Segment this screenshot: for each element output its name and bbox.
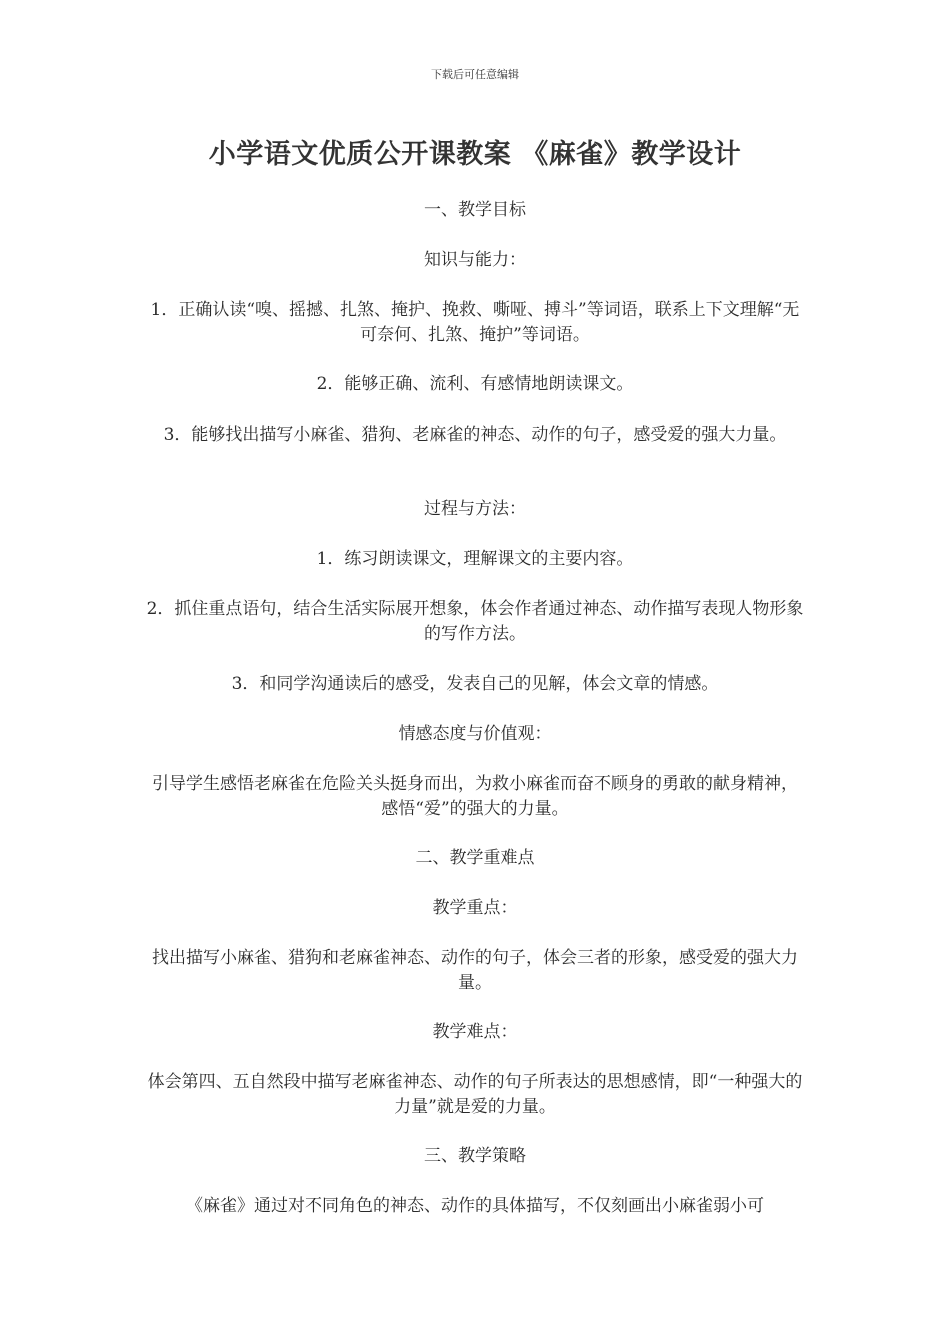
paragraph-knowledge-1: 1．正确认读“嗅、摇撼、扎煞、掩护、挽救、嘶哑、搏斗”等词语，联系上下文理解“无可奈何、扎煞、掩护”等词语。 xyxy=(150,300,800,345)
subheading-key-points: 教学重点： xyxy=(432,898,518,918)
paragraph-knowledge-2: 2．能够正确、流利、有感情地朗读课文。 xyxy=(316,374,634,394)
paragraph-process-3: 3．和同学沟通读后的感受，发表自己的见解，体会文章的情感。 xyxy=(231,674,719,694)
subheading-difficult-points: 教学难点： xyxy=(432,1022,518,1042)
section-heading-key-difficult: 二、教学重难点 xyxy=(415,848,535,868)
paragraph-process-1: 1．练习朗读课文，理解课文的主要内容。 xyxy=(316,549,634,569)
paragraph-emotion: 引导学生感悟老麻雀在危险关头挺身而出，为救小麻雀而奋不顾身的勇敢的献身精神，感悟“爱”的强大的力量。 xyxy=(152,774,798,819)
header-note: 下载后可任意编辑 xyxy=(431,68,519,81)
document-title: 小学语文优质公开课教案 《麻雀》教学设计 xyxy=(208,139,742,170)
paragraph-process-2: 2．抓住重点语句，结合生活实际展开想象，体会作者通过神态、动作描写表现人物形象的写作方法。 xyxy=(146,599,804,644)
paragraph-knowledge-3: 3．能够找出描写小麻雀、猎狗、老麻雀的神态、动作的句子，感受爱的强大力量。 xyxy=(163,425,787,445)
paragraph-strategy: 《麻雀》通过对不同角色的神态、动作的具体描写，不仅刻画出小麻雀弱小可 xyxy=(186,1196,764,1216)
paragraph-difficult-points: 体会第四、五自然段中描写老麻雀神态、动作的句子所表达的思想感情，即“一种强大的力量”就是爱的力量。 xyxy=(147,1072,803,1117)
section-heading-objectives: 一、教学目标 xyxy=(424,200,526,220)
subheading-process-method: 过程与方法： xyxy=(424,499,526,519)
paragraph-key-points: 找出描写小麻雀、猎狗和老麻雀神态、动作的句子，体会三者的形象，感受爱的强大力量。 xyxy=(152,948,798,993)
section-heading-strategy: 三、教学策略 xyxy=(424,1146,526,1166)
subheading-knowledge-ability: 知识与能力： xyxy=(424,250,526,270)
subheading-emotion-values: 情感态度与价值观： xyxy=(398,724,552,744)
